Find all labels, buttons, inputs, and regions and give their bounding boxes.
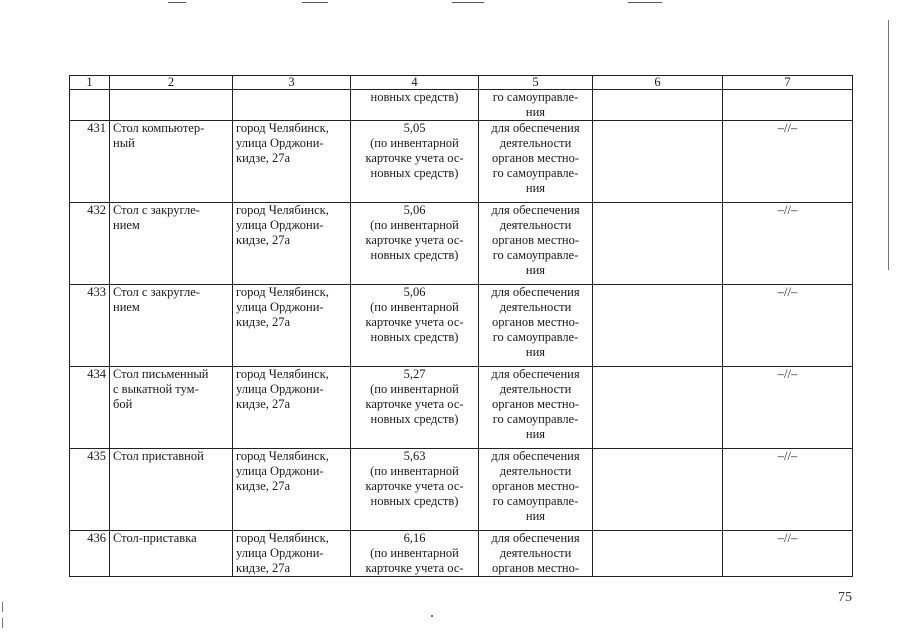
table-row [70, 367, 853, 449]
scan-artifact-mark [452, 2, 484, 3]
item-address [233, 90, 351, 121]
item-name [110, 285, 233, 367]
cell-line: Стол с закругле- [113, 285, 200, 299]
cell-line: улица Орджони- [236, 464, 324, 478]
cell-line: ния [525, 509, 546, 523]
ditto-mark: –//– [723, 285, 853, 367]
item-name [110, 367, 233, 449]
cell-line: органов местно- [491, 397, 580, 411]
cell-line: 5,06 [403, 285, 426, 299]
column-6-cell [593, 449, 723, 531]
cell-line: ный [113, 136, 135, 150]
table-row [70, 531, 853, 577]
cell-line: Стол с закругле- [113, 203, 200, 217]
cell-line: город Челябинск, [236, 285, 329, 299]
item-address [233, 531, 351, 577]
header-cell-3: 3 [233, 76, 351, 90]
cell-line: органов местно- [491, 233, 580, 247]
cell-line: 5,05 [403, 121, 426, 135]
cell-line: деятельности [499, 464, 572, 478]
ditto-mark: –//– [723, 121, 853, 203]
table-row [70, 121, 853, 203]
cell-line: деятельности [499, 136, 572, 150]
item-purpose [479, 121, 593, 203]
scan-artifact-mark [302, 2, 328, 3]
cell-line: улица Орджони- [236, 300, 324, 314]
cell-line: для обеспечения [491, 531, 580, 545]
page-number: 75 [838, 590, 852, 605]
cell-line: кидзе, 27а [236, 397, 291, 411]
cell-line: кидзе, 27а [236, 561, 291, 575]
cell-line: новных средств) [370, 412, 459, 426]
table-row [70, 203, 853, 285]
cell-line: Стол приставной [113, 449, 204, 463]
item-purpose [479, 203, 593, 285]
ditto-mark: –//– [723, 449, 853, 531]
cell-line: кидзе, 27а [236, 315, 291, 329]
scan-artifact-mark [628, 2, 662, 3]
cell-line: город Челябинск, [236, 449, 329, 463]
cell-line: го самоуправле- [492, 248, 579, 262]
cell-line: новных средств) [370, 166, 459, 180]
item-cost [351, 449, 479, 531]
item-purpose [479, 449, 593, 531]
item-purpose [479, 367, 593, 449]
cell-line: ния [525, 263, 546, 277]
row-number: 434 [70, 367, 110, 449]
cell-line: для обеспечения [491, 367, 580, 381]
cell-line: ния [525, 427, 546, 441]
cell-line: го самоуправле- [492, 330, 579, 344]
column-6-cell [593, 90, 723, 121]
scan-artifact-dot [431, 615, 433, 617]
cell-line: карточке учета ос- [365, 561, 464, 575]
row-number [70, 90, 110, 121]
scan-artifact-right-rule [888, 20, 889, 270]
cell-line: город Челябинск, [236, 531, 329, 545]
cell-line: город Челябинск, [236, 367, 329, 381]
row-number: 435 [70, 449, 110, 531]
cell-line: Стол письменный [113, 367, 209, 381]
table-header [70, 76, 853, 90]
cell-line: новных средств) [370, 248, 459, 262]
ditto-mark: –//– [723, 203, 853, 285]
item-name [110, 90, 233, 121]
cell-line: кидзе, 27а [236, 233, 291, 247]
cell-line: для обеспечения [491, 449, 580, 463]
header-cell-7: 7 [723, 76, 853, 90]
item-address [233, 203, 351, 285]
scan-artifact-left-dash [2, 602, 3, 612]
ditto-mark [723, 90, 853, 121]
cell-line: улица Орджони- [236, 136, 324, 150]
cell-line: 5,06 [403, 203, 426, 217]
header-row [70, 76, 853, 90]
cell-line: (по инвентарной [370, 218, 459, 232]
column-6-cell [593, 203, 723, 285]
header-cell-2: 2 [110, 76, 233, 90]
item-cost [351, 90, 479, 121]
cell-line: карточке учета ос- [365, 315, 464, 329]
item-address [233, 367, 351, 449]
header-cell-5: 5 [479, 76, 593, 90]
cell-line: город Челябинск, [236, 121, 329, 135]
cell-line: нием [113, 300, 140, 314]
table-row [70, 449, 853, 531]
continuation-row [70, 90, 853, 121]
cell-line: для обеспечения [491, 285, 580, 299]
row-number: 431 [70, 121, 110, 203]
row-number: 433 [70, 285, 110, 367]
cell-line: органов местно- [491, 151, 580, 165]
item-address [233, 449, 351, 531]
item-cost [351, 285, 479, 367]
cell-line: для обеспечения [491, 121, 580, 135]
cell-line: с выкатной тум- [113, 382, 199, 396]
cell-line: го самоуправле- [492, 166, 579, 180]
cell-line: 5,63 [403, 449, 426, 463]
cell-line: карточке учета ос- [365, 151, 464, 165]
cell-line: новных средств) [370, 330, 459, 344]
column-6-cell [593, 121, 723, 203]
cell-line: органов местно- [491, 315, 580, 329]
cell-line: ния [525, 181, 546, 195]
item-name [110, 203, 233, 285]
cell-line: кидзе, 27а [236, 479, 291, 493]
cell-line: карточке учета ос- [365, 233, 464, 247]
cell-line: улица Орджони- [236, 546, 324, 560]
item-cost [351, 531, 479, 577]
cell-line: (по инвентарной [370, 464, 459, 478]
cell-line: новных средств) [370, 494, 459, 508]
cell-line: ния [525, 345, 546, 359]
column-6-cell [593, 367, 723, 449]
item-address [233, 285, 351, 367]
cell-line: го самоуправле- [492, 90, 579, 104]
cell-line: кидзе, 27а [236, 151, 291, 165]
item-purpose [479, 531, 593, 577]
cell-line: (по инвентарной [370, 546, 459, 560]
item-name [110, 531, 233, 577]
cell-line: карточке учета ос- [365, 479, 464, 493]
cell-line: ния [525, 105, 546, 119]
cell-line: деятельности [499, 382, 572, 396]
cell-line: деятельности [499, 300, 572, 314]
item-name [110, 449, 233, 531]
cell-line: улица Орджони- [236, 218, 324, 232]
item-cost [351, 203, 479, 285]
header-cell-4: 4 [351, 76, 479, 90]
ditto-mark: –//– [723, 531, 853, 577]
cell-line: деятельности [499, 218, 572, 232]
cell-line: нием [113, 218, 140, 232]
cell-line: (по инвентарной [370, 300, 459, 314]
cell-line: Стол компьютер- [113, 121, 205, 135]
cell-line: улица Орджони- [236, 382, 324, 396]
cell-line: го самоуправле- [492, 494, 579, 508]
item-name [110, 121, 233, 203]
item-cost [351, 367, 479, 449]
column-6-cell [593, 531, 723, 577]
scan-artifact-left-dash [2, 618, 3, 628]
ditto-mark: –//– [723, 367, 853, 449]
cell-line: Стол-приставка [113, 531, 197, 545]
cell-line: органов местно- [491, 561, 580, 575]
item-purpose [479, 285, 593, 367]
table-row [70, 285, 853, 367]
row-number: 432 [70, 203, 110, 285]
header-cell-6: 6 [593, 76, 723, 90]
cell-line: для обеспечения [491, 203, 580, 217]
cell-line: город Челябинск, [236, 203, 329, 217]
item-address [233, 121, 351, 203]
cell-line: карточке учета ос- [365, 397, 464, 411]
table-body [70, 90, 853, 577]
cell-line: органов местно- [491, 479, 580, 493]
cell-line: деятельности [499, 546, 572, 560]
cell-line: го самоуправле- [492, 412, 579, 426]
property-table [69, 75, 853, 577]
header-cell-1: 1 [70, 76, 110, 90]
cell-line: 6,16 [403, 531, 426, 545]
cell-line: (по инвентарной [370, 382, 459, 396]
cell-line: бой [113, 397, 133, 411]
column-6-cell [593, 285, 723, 367]
cell-line: 5,27 [403, 367, 426, 381]
row-number: 436 [70, 531, 110, 577]
scan-artifact-mark [168, 2, 186, 3]
cell-line: (по инвентарной [370, 136, 459, 150]
item-purpose [479, 90, 593, 121]
item-cost [351, 121, 479, 203]
cell-line: новных средств) [370, 90, 459, 104]
